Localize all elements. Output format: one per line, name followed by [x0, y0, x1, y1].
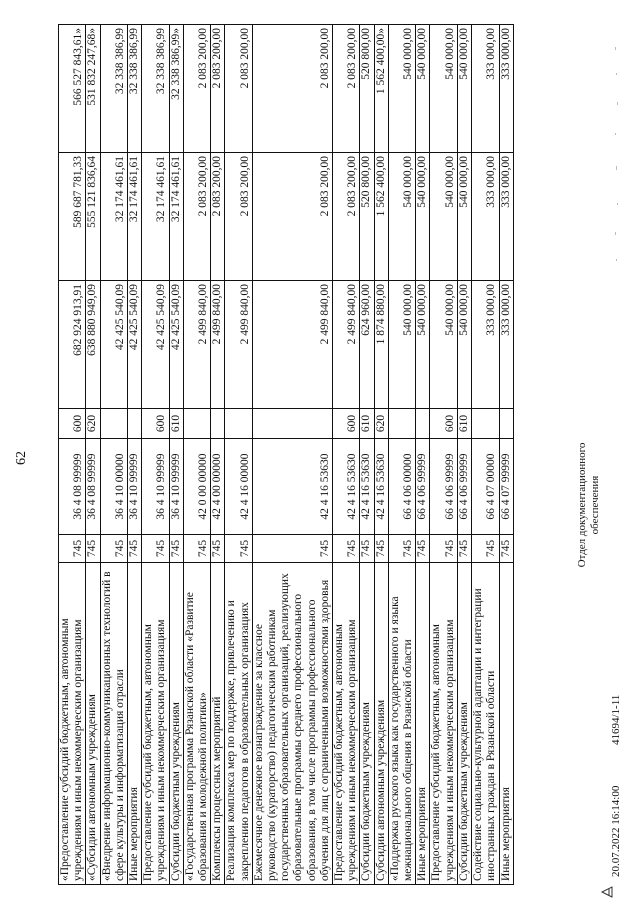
- emblem-icon: [600, 885, 614, 899]
- cell-amount-2022: 2 499 840,00: [183, 281, 210, 409]
- cell-amount-2022: 540 000,00: [416, 281, 430, 409]
- cell-expense-type: [416, 409, 430, 439]
- cell-expense-type: [252, 409, 332, 439]
- cell-amount-2023: 540 000,00: [457, 153, 471, 281]
- cell-amount-2022: 42 425 540,09: [100, 281, 127, 409]
- cell-expense-type: 610: [360, 409, 374, 439]
- table-row: [430, 25, 457, 885]
- cell-name: «Поддержка русского языка как государственного и языка межнационального общения в Рязанской области: [388, 563, 415, 885]
- table-row: [333, 25, 360, 885]
- cell-name: Субсидии автономным учреждениям: [374, 563, 388, 885]
- cell-amount-2023: 2 083 200,00: [211, 153, 225, 281]
- table-row: [183, 25, 210, 885]
- cell-amount-2024: 540 000,00: [416, 25, 430, 153]
- cell-amount-2022: 638 880 949,09: [86, 281, 100, 409]
- cell-amount-2023: 32 174 461,61: [169, 153, 183, 281]
- cell-target-article: 66 4 06 99999: [416, 439, 430, 535]
- cell-ministry: 745: [472, 535, 499, 563]
- cell-name: «Предоставление субсидий бюджетным, автономным учреждениям и иным некоммерческим организациям: [59, 563, 86, 885]
- cell-name: Содействие социально-культурной адаптации и интеграции иностранных граждан в Рязанской области: [472, 563, 499, 885]
- cell-expense-type: 600: [430, 409, 457, 439]
- cell-name: Иные мероприятия: [499, 563, 513, 885]
- cell-target-article: 42 4 16 53630: [374, 439, 388, 535]
- cell-target-article: 36 4 10 99999: [169, 439, 183, 535]
- cell-target-article: 36 4 08 99999: [59, 439, 86, 535]
- cell-expense-type: [388, 409, 415, 439]
- cell-amount-2022: 2 499 840,00: [211, 281, 225, 409]
- cell-target-article: 66 4 07 00000: [472, 439, 499, 535]
- cell-amount-2023: 333 000,00: [499, 153, 513, 281]
- department-stamp: [576, 405, 602, 605]
- cell-expense-type: [211, 409, 225, 439]
- cell-amount-2024: 540 000,00: [430, 25, 457, 153]
- cell-ministry: 745: [86, 535, 100, 563]
- table-row: [374, 25, 388, 885]
- cell-name: «Субсидии автономным учреждениям: [86, 563, 100, 885]
- cell-ministry: 745: [388, 535, 415, 563]
- cell-ministry: 745: [333, 535, 360, 563]
- cell-amount-2024: 32 338 386,99: [142, 25, 169, 153]
- cell-ministry: 745: [169, 535, 183, 563]
- table-row: [416, 25, 430, 885]
- cell-name: Предоставление субсидий бюджетным, автономным учреждениям и иным некоммерческим организациям: [333, 563, 360, 885]
- cell-amount-2022: 2 499 840,00: [333, 281, 360, 409]
- cell-amount-2024: 531 832 247,68»: [86, 25, 100, 153]
- cell-ministry: 745: [252, 535, 332, 563]
- cell-ministry: 745: [183, 535, 210, 563]
- cell-name: Иные мероприятия: [416, 563, 430, 885]
- cell-amount-2023: 333 000,00: [472, 153, 499, 281]
- cell-target-article: 42 4 16 53630: [252, 439, 332, 535]
- table-row: [142, 25, 169, 885]
- cell-amount-2024: 333 000,00: [472, 25, 499, 153]
- cell-name: Предоставление субсидий бюджетным, автономным учреждениям и иным некоммерческим организациям: [142, 563, 169, 885]
- cell-ministry: 745: [430, 535, 457, 563]
- table-row: [128, 25, 142, 885]
- cell-amount-2022: 540 000,00: [388, 281, 415, 409]
- cell-expense-type: [128, 409, 142, 439]
- table-row: [472, 25, 499, 885]
- cell-amount-2022: 333 000,00: [499, 281, 513, 409]
- cell-name: «Государственная программа Рязанской области «Развитие образования и молодежной политики»: [183, 563, 210, 885]
- cell-name: Иные мероприятия: [128, 563, 142, 885]
- cell-amount-2023: 1 562 400,00: [374, 153, 388, 281]
- cell-amount-2023: 2 083 200,00: [252, 153, 332, 281]
- cell-target-article: 66 4 06 99999: [457, 439, 471, 535]
- cell-amount-2022: 1 874 880,00: [374, 281, 388, 409]
- cell-expense-type: [100, 409, 127, 439]
- cell-target-article: 36 4 10 00000: [100, 439, 127, 535]
- cell-ministry: 745: [128, 535, 142, 563]
- cell-expense-type: [183, 409, 210, 439]
- cell-amount-2023: 540 000,00: [416, 153, 430, 281]
- table-row: [457, 25, 471, 885]
- cell-target-article: 66 4 07 99999: [499, 439, 513, 535]
- cell-amount-2023: 520 800,00: [360, 153, 374, 281]
- cell-expense-type: [472, 409, 499, 439]
- cell-target-article: 42 0 00 00000: [183, 439, 210, 535]
- cell-expense-type: 600: [333, 409, 360, 439]
- table-row: [360, 25, 374, 885]
- cell-target-article: 36 4 08 99999: [86, 439, 100, 535]
- cell-amount-2024: 540 000,00: [388, 25, 415, 153]
- cell-name: Реализация комплекса мер по поддержке, привлечению и закреплению педагогов в образовательных организациях: [225, 563, 252, 885]
- cell-amount-2024: 32 338 386,99: [128, 25, 142, 153]
- cell-amount-2023: 32 174 461,61: [142, 153, 169, 281]
- cell-amount-2024: 2 083 200,00: [252, 25, 332, 153]
- table-row: [100, 25, 127, 885]
- table-row: [211, 25, 225, 885]
- cell-ministry: 745: [100, 535, 127, 563]
- cell-amount-2023: 589 687 781,33: [59, 153, 86, 281]
- cell-name: «Внедрение информационно-коммуникационных технологий в сфере культуры и информатизация отрасли: [100, 563, 127, 885]
- cell-ministry: 745: [457, 535, 471, 563]
- table-row: [252, 25, 332, 885]
- table-row: [59, 25, 86, 885]
- cell-expense-type: 610: [169, 409, 183, 439]
- cell-expense-type: 600: [142, 409, 169, 439]
- cell-amount-2022: 2 499 840,00: [252, 281, 332, 409]
- cell-expense-type: 610: [457, 409, 471, 439]
- table-row: [169, 25, 183, 885]
- cell-expense-type: 620: [86, 409, 100, 439]
- cell-ministry: 745: [360, 535, 374, 563]
- cell-amount-2023: 555 121 836,64: [86, 153, 100, 281]
- cell-amount-2022: 540 000,00: [457, 281, 471, 409]
- cell-name: Субсидии бюджетным учреждениям: [169, 563, 183, 885]
- cell-amount-2023: 2 083 200,00: [183, 153, 210, 281]
- table-row: [499, 25, 513, 885]
- cell-amount-2024: 2 083 200,00: [225, 25, 252, 153]
- cell-amount-2023: 540 000,00: [388, 153, 415, 281]
- cell-expense-type: 620: [374, 409, 388, 439]
- cell-target-article: 42 4 00 00000: [211, 439, 225, 535]
- footer-doc-code: 41694/1-11: [610, 694, 622, 745]
- stamp-line-1: Отдел документационного: [576, 442, 588, 568]
- cell-expense-type: [225, 409, 252, 439]
- page-number: 62: [14, 451, 29, 465]
- cell-amount-2024: 1 562 400,00»: [374, 25, 388, 153]
- cell-name: Субсидии бюджетным учреждениям: [360, 563, 374, 885]
- cell-amount-2022: 333 000,00: [472, 281, 499, 409]
- cell-ministry: 745: [211, 535, 225, 563]
- cell-target-article: 42 4 16 53630: [333, 439, 360, 535]
- cell-amount-2024: 566 527 843,61»: [59, 25, 86, 153]
- cell-target-article: 66 4 06 99999: [430, 439, 457, 535]
- cell-amount-2022: 42 425 540,09: [128, 281, 142, 409]
- cell-ministry: 745: [499, 535, 513, 563]
- cell-amount-2023: 2 083 200,00: [225, 153, 252, 281]
- cell-amount-2022: 540 000,00: [430, 281, 457, 409]
- cell-amount-2024: 32 338 386,99: [100, 25, 127, 153]
- cell-target-article: 42 4 16 00000: [225, 439, 252, 535]
- footer-datetime: 20.07.2022 16:14:00: [610, 785, 622, 877]
- stamp-line-2: обеспечения: [589, 475, 601, 535]
- cell-amount-2024: 540 000,00: [457, 25, 471, 153]
- cell-amount-2023: 2 083 200,00: [333, 153, 360, 281]
- table-row: [225, 25, 252, 885]
- budget-table: [58, 24, 514, 885]
- table-row: [86, 25, 100, 885]
- cell-amount-2024: 520 800,00: [360, 25, 374, 153]
- cell-target-article: 66 4 06 00000: [388, 439, 415, 535]
- table-row: [388, 25, 415, 885]
- cell-amount-2022: 682 924 913,91: [59, 281, 86, 409]
- cell-amount-2024: 2 083 200,00: [183, 25, 210, 153]
- cell-amount-2024: 333 000,00: [499, 25, 513, 153]
- cell-amount-2023: 32 174 461,61: [100, 153, 127, 281]
- cell-name: Субсидии бюджетным учреждениям: [457, 563, 471, 885]
- cell-name: Ежемесячное денежное вознаграждение за классное руководство (кураторство) педагогическим работникам государственных образовательных организаций, реализующих образовательные программы среднего профессионального образования, в том числе программы профессионального обучения для лиц с ограниченными возможностями здоровья: [252, 563, 332, 885]
- cell-amount-2022: 2 499 840,00: [225, 281, 252, 409]
- cell-amount-2024: 2 083 200,00: [211, 25, 225, 153]
- cell-ministry: 745: [374, 535, 388, 563]
- cell-amount-2022: 42 425 540,09: [142, 281, 169, 409]
- cell-amount-2024: 32 338 386,99»: [169, 25, 183, 153]
- cell-name: Комплексы процессных мероприятий: [211, 563, 225, 885]
- cell-amount-2024: 2 083 200,00: [333, 25, 360, 153]
- cell-amount-2023: 32 174 461,61: [128, 153, 142, 281]
- cell-target-article: 36 4 10 99999: [128, 439, 142, 535]
- cell-amount-2022: 42 425 540,09: [169, 281, 183, 409]
- cell-target-article: 42 4 16 53630: [360, 439, 374, 535]
- scan-noise: [610, 35, 624, 265]
- cell-target-article: 36 4 10 99999: [142, 439, 169, 535]
- cell-amount-2022: 624 960,00: [360, 281, 374, 409]
- cell-name: Предоставление субсидий бюджетным, автономным учреждениям и иным некоммерческим организациям: [430, 563, 457, 885]
- cell-ministry: 745: [59, 535, 86, 563]
- cell-expense-type: 600: [59, 409, 86, 439]
- cell-amount-2023: 540 000,00: [430, 153, 457, 281]
- cell-expense-type: [499, 409, 513, 439]
- cell-ministry: 745: [225, 535, 252, 563]
- cell-ministry: 745: [142, 535, 169, 563]
- cell-ministry: 745: [416, 535, 430, 563]
